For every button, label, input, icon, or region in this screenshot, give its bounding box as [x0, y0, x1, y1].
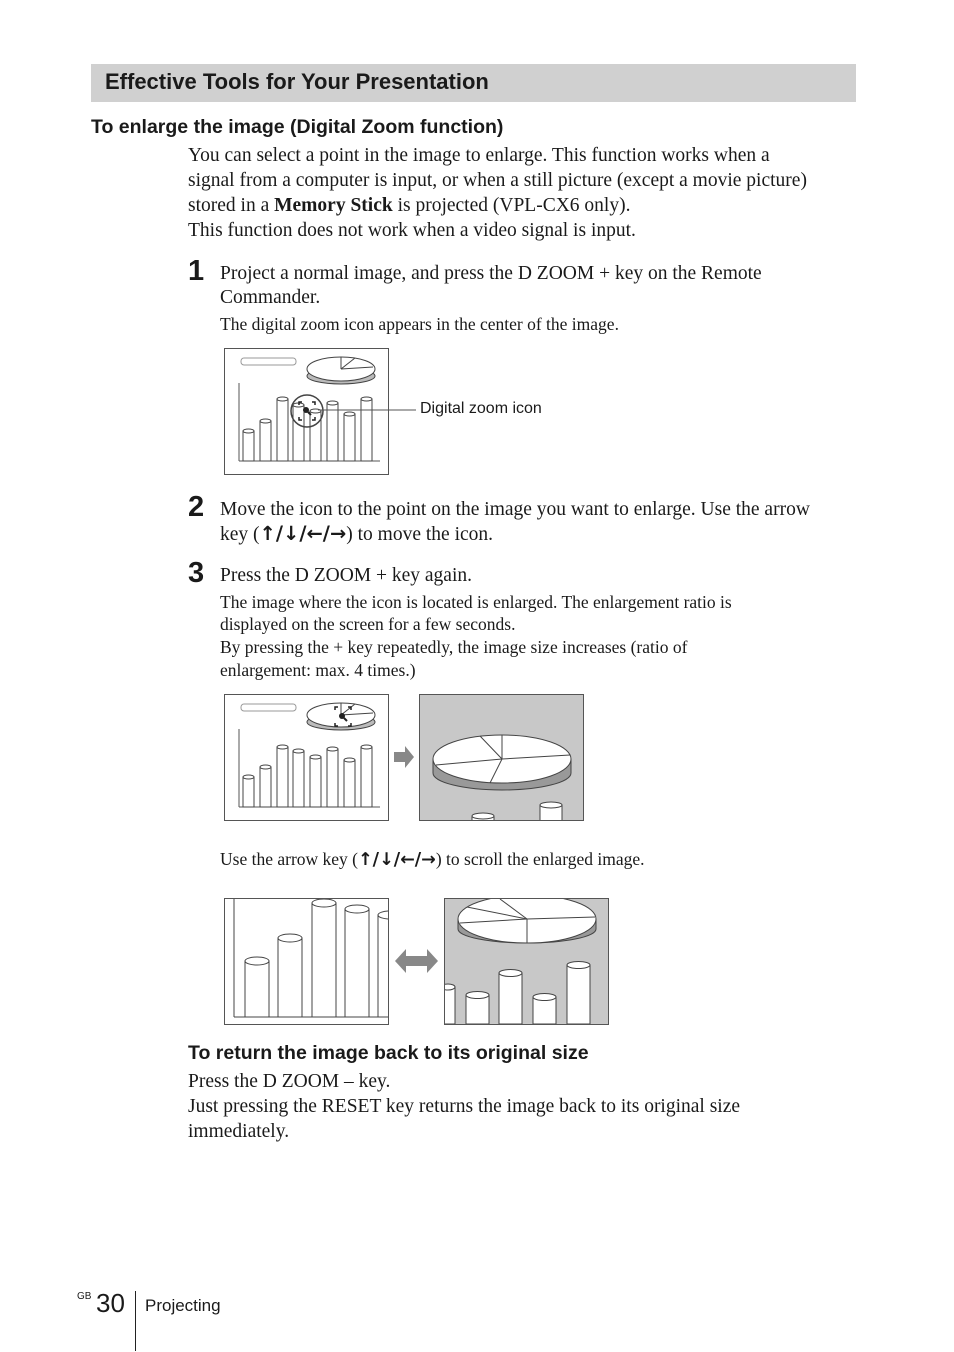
- scroll-instruction-post: ) to scroll the enlarged image.: [435, 849, 645, 869]
- step-3-line-1: Press the D ZOOM + key again.: [220, 565, 472, 586]
- return-line-1: Press the D ZOOM – key.: [188, 1071, 391, 1092]
- step-3-note-3: By pressing the + key repeatedly, the image size increases (ratio of: [220, 637, 688, 657]
- step-3-number: 3: [188, 557, 205, 589]
- intro-line-1: You can select a point in the image to enlarge. This function works when a: [188, 145, 770, 166]
- footer-divider: [135, 1291, 136, 1351]
- step-2-line-2: [220, 521, 493, 547]
- step-1-line-1: Project a normal image, and press the D ZOOM + key on the Remote: [220, 263, 762, 284]
- return-line-2: Just pressing the RESET key returns the image back to its original size: [188, 1096, 741, 1117]
- footer-region-code: GB: [77, 1291, 92, 1302]
- return-heading: To return the image back to its original size: [188, 1042, 589, 1064]
- step-2-line-2-pre: key (: [220, 524, 260, 545]
- zoom-heading: To enlarge the image (Digital Zoom function): [91, 116, 504, 138]
- memory-stick-term: Memory Stick: [274, 195, 393, 216]
- arrow-keys-glyphs: ↑/↓/←/→: [259, 522, 347, 545]
- page-number: 30: [96, 1288, 125, 1318]
- return-line-3: immediately.: [188, 1121, 290, 1142]
- figure-scrolled-pie: [444, 898, 609, 1025]
- footer-chapter: Projecting: [145, 1296, 221, 1315]
- step-1-note: The digital zoom icon appears in the center of the image.: [220, 314, 619, 334]
- right-arrow-icon: [393, 745, 415, 769]
- step-3-note-2: displayed on the screen for a few seconds.: [220, 614, 516, 634]
- step-3-note-4: enlargement: max. 4 times.): [220, 660, 416, 680]
- scroll-instruction-pre: Use the arrow key (: [220, 849, 359, 869]
- step-2-line-1: Move the icon to the point on the image you want to enlarge. Use the arrow: [220, 499, 810, 520]
- step-1-number: 1: [188, 255, 205, 287]
- intro-line-3-pre: stored in a: [188, 195, 275, 216]
- intro-line-3-post: is projected (VPL-CX6 only).: [392, 195, 631, 216]
- intro-line-2: signal from a computer is input, or when a still picture (except a movie picture): [188, 170, 807, 191]
- callout-leader-line: [318, 402, 418, 418]
- figure-icon-on-pie: [224, 694, 389, 821]
- intro-line-4: This function does not work when a video signal is input.: [188, 220, 636, 241]
- callout-label-digital-zoom: Digital zoom icon: [420, 400, 542, 417]
- section-title: Effective Tools for Your Presentation: [105, 69, 489, 94]
- step-3-note-1: The image where the icon is located is enlarged. The enlargement ratio is: [220, 592, 732, 612]
- step-2-line-2-post: ) to move the icon.: [346, 524, 494, 545]
- arrow-keys-glyphs-scroll: ↑/↓/←/→: [358, 850, 436, 870]
- intro-line-3: [188, 193, 630, 218]
- scroll-instruction: [220, 848, 644, 872]
- left-right-arrow-icon: [394, 948, 439, 974]
- step-1-line-2: Commander.: [220, 287, 321, 308]
- figure-enlarged-pie: [419, 694, 584, 821]
- step-2-number: 2: [188, 491, 205, 523]
- figure-scrolled-bars: [224, 898, 389, 1025]
